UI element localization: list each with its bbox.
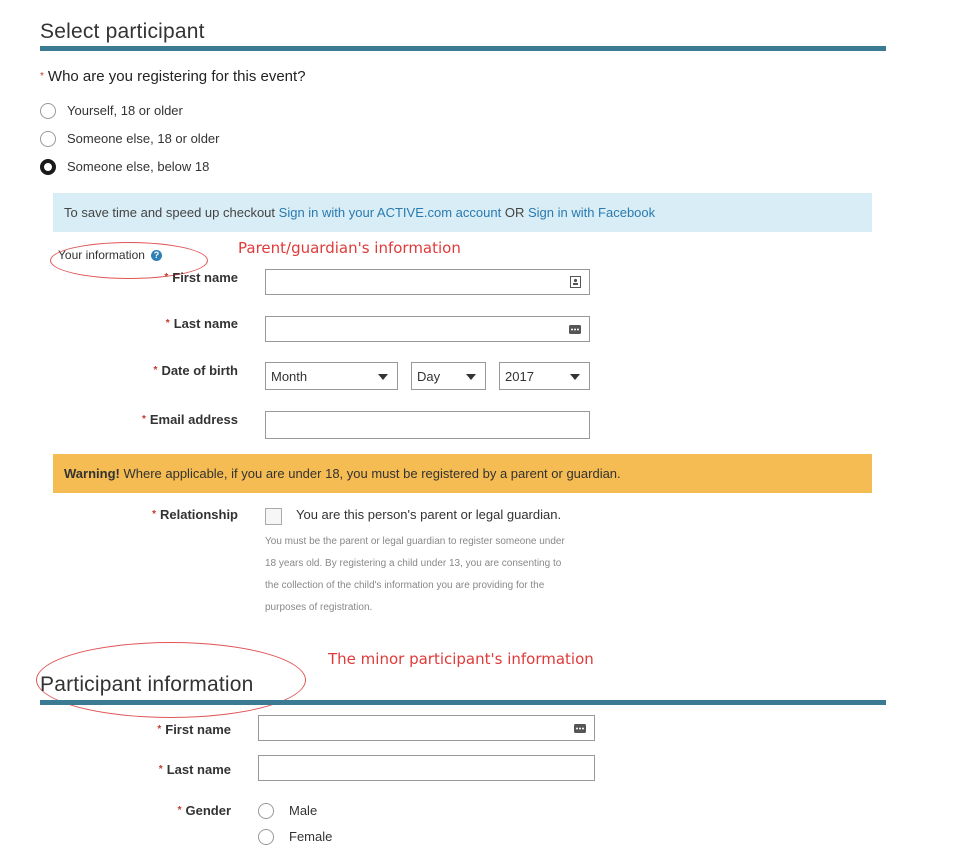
last-name-label-text: Last name	[173, 316, 238, 331]
dob-month-value: Month	[271, 369, 308, 384]
required-asterisk: *	[165, 318, 170, 329]
required-asterisk: *	[177, 805, 182, 816]
email-label-text: Email address	[149, 412, 238, 427]
dob-label	[154, 363, 238, 378]
radio-gender-female-label[interactable]: Female	[289, 829, 333, 844]
section-divider	[40, 700, 886, 705]
guardian-checkbox-label[interactable]: You are this person's parent or legal guardian.	[296, 507, 562, 522]
required-asterisk: *	[164, 272, 169, 283]
radio-someone-else-minor-label[interactable]: Someone else, below 18	[67, 159, 210, 174]
guardian-note-line: You must be the parent or legal guardian to register someone under	[265, 536, 565, 547]
dob-year-select[interactable]	[499, 362, 590, 390]
required-asterisk: *	[152, 509, 156, 520]
autofill-dots-icon	[574, 724, 586, 733]
section-divider	[40, 46, 886, 51]
radio-someone-else-minor[interactable]	[40, 159, 56, 175]
participant-last-name-label	[159, 762, 231, 777]
chevron-down-icon	[570, 374, 580, 380]
required-asterisk: *	[153, 365, 158, 376]
guardian-note	[265, 531, 605, 619]
dob-month-select[interactable]	[265, 362, 398, 390]
radio-gender-female[interactable]	[258, 829, 274, 845]
participant-last-name-label-text: Last name	[166, 762, 231, 777]
guardian-checkbox[interactable]	[265, 508, 282, 525]
required-asterisk: *	[158, 764, 163, 775]
dob-day-select[interactable]	[411, 362, 486, 390]
signin-or-text: OR	[504, 205, 525, 220]
relationship-label	[152, 507, 238, 522]
first-name-label	[164, 270, 238, 285]
gender-label-text: Gender	[185, 803, 231, 818]
participant-last-name-input[interactable]	[258, 755, 595, 781]
radio-gender-male[interactable]	[258, 803, 274, 819]
guardian-note-line: purposes of registration.	[265, 602, 373, 613]
first-name-label-text: First name	[172, 270, 238, 285]
annotation-minor: The minor participant's information	[328, 650, 594, 668]
signin-banner	[53, 193, 872, 232]
help-icon[interactable]: ?	[151, 250, 162, 261]
radio-someone-else-adult[interactable]	[40, 131, 56, 147]
participant-first-name-label	[157, 722, 231, 737]
required-asterisk: *	[40, 71, 44, 82]
page-title: Select participant	[40, 20, 205, 43]
radio-yourself-label[interactable]: Yourself, 18 or older	[67, 103, 183, 118]
dob-day-value: Day	[417, 369, 441, 384]
email-input[interactable]	[265, 411, 590, 439]
required-asterisk: *	[141, 414, 146, 425]
participant-first-name-input[interactable]	[258, 715, 595, 741]
participant-info-title: Participant information	[40, 673, 254, 696]
question-text: Who are you registering for this event?	[47, 68, 306, 85]
warning-strong: Warning!	[64, 466, 120, 481]
dob-year-value: 2017	[505, 369, 534, 384]
signin-active-link[interactable]: Sign in with your ACTIVE.com account	[278, 205, 502, 220]
registering-question	[40, 68, 306, 85]
gender-label	[178, 803, 231, 818]
radio-someone-else-adult-label[interactable]: Someone else, 18 or older	[67, 131, 220, 146]
contact-card-icon	[570, 276, 581, 288]
participant-first-name-label-text: First name	[165, 722, 231, 737]
signin-facebook-link[interactable]: Sign in with Facebook	[527, 205, 656, 220]
guardian-note-line: 18 years old. By registering a child under 13, you are consenting to	[265, 558, 562, 569]
warning-banner	[53, 454, 872, 493]
relationship-label-text: Relationship	[159, 507, 238, 522]
email-label	[142, 412, 238, 427]
signin-banner-text: To save time and speed up checkout	[64, 205, 276, 220]
dob-label-text: Date of birth	[161, 363, 238, 378]
your-information-text: Your information	[58, 248, 145, 262]
radio-gender-male-label[interactable]: Male	[289, 803, 318, 818]
required-asterisk: *	[157, 724, 162, 735]
warning-text: Where applicable, if you are under 18, you must be registered by a parent or guardian.	[123, 466, 621, 481]
last-name-label	[166, 316, 238, 331]
radio-yourself[interactable]	[40, 103, 56, 119]
annotation-guardian: Parent/guardian's information	[238, 239, 461, 257]
last-name-input[interactable]	[265, 316, 590, 342]
chevron-down-icon	[378, 374, 388, 380]
chevron-down-icon	[466, 374, 476, 380]
autofill-dots-icon	[569, 325, 581, 334]
first-name-input[interactable]	[265, 269, 590, 295]
guardian-note-line: the collection of the child's information you are providing for the	[265, 580, 545, 591]
